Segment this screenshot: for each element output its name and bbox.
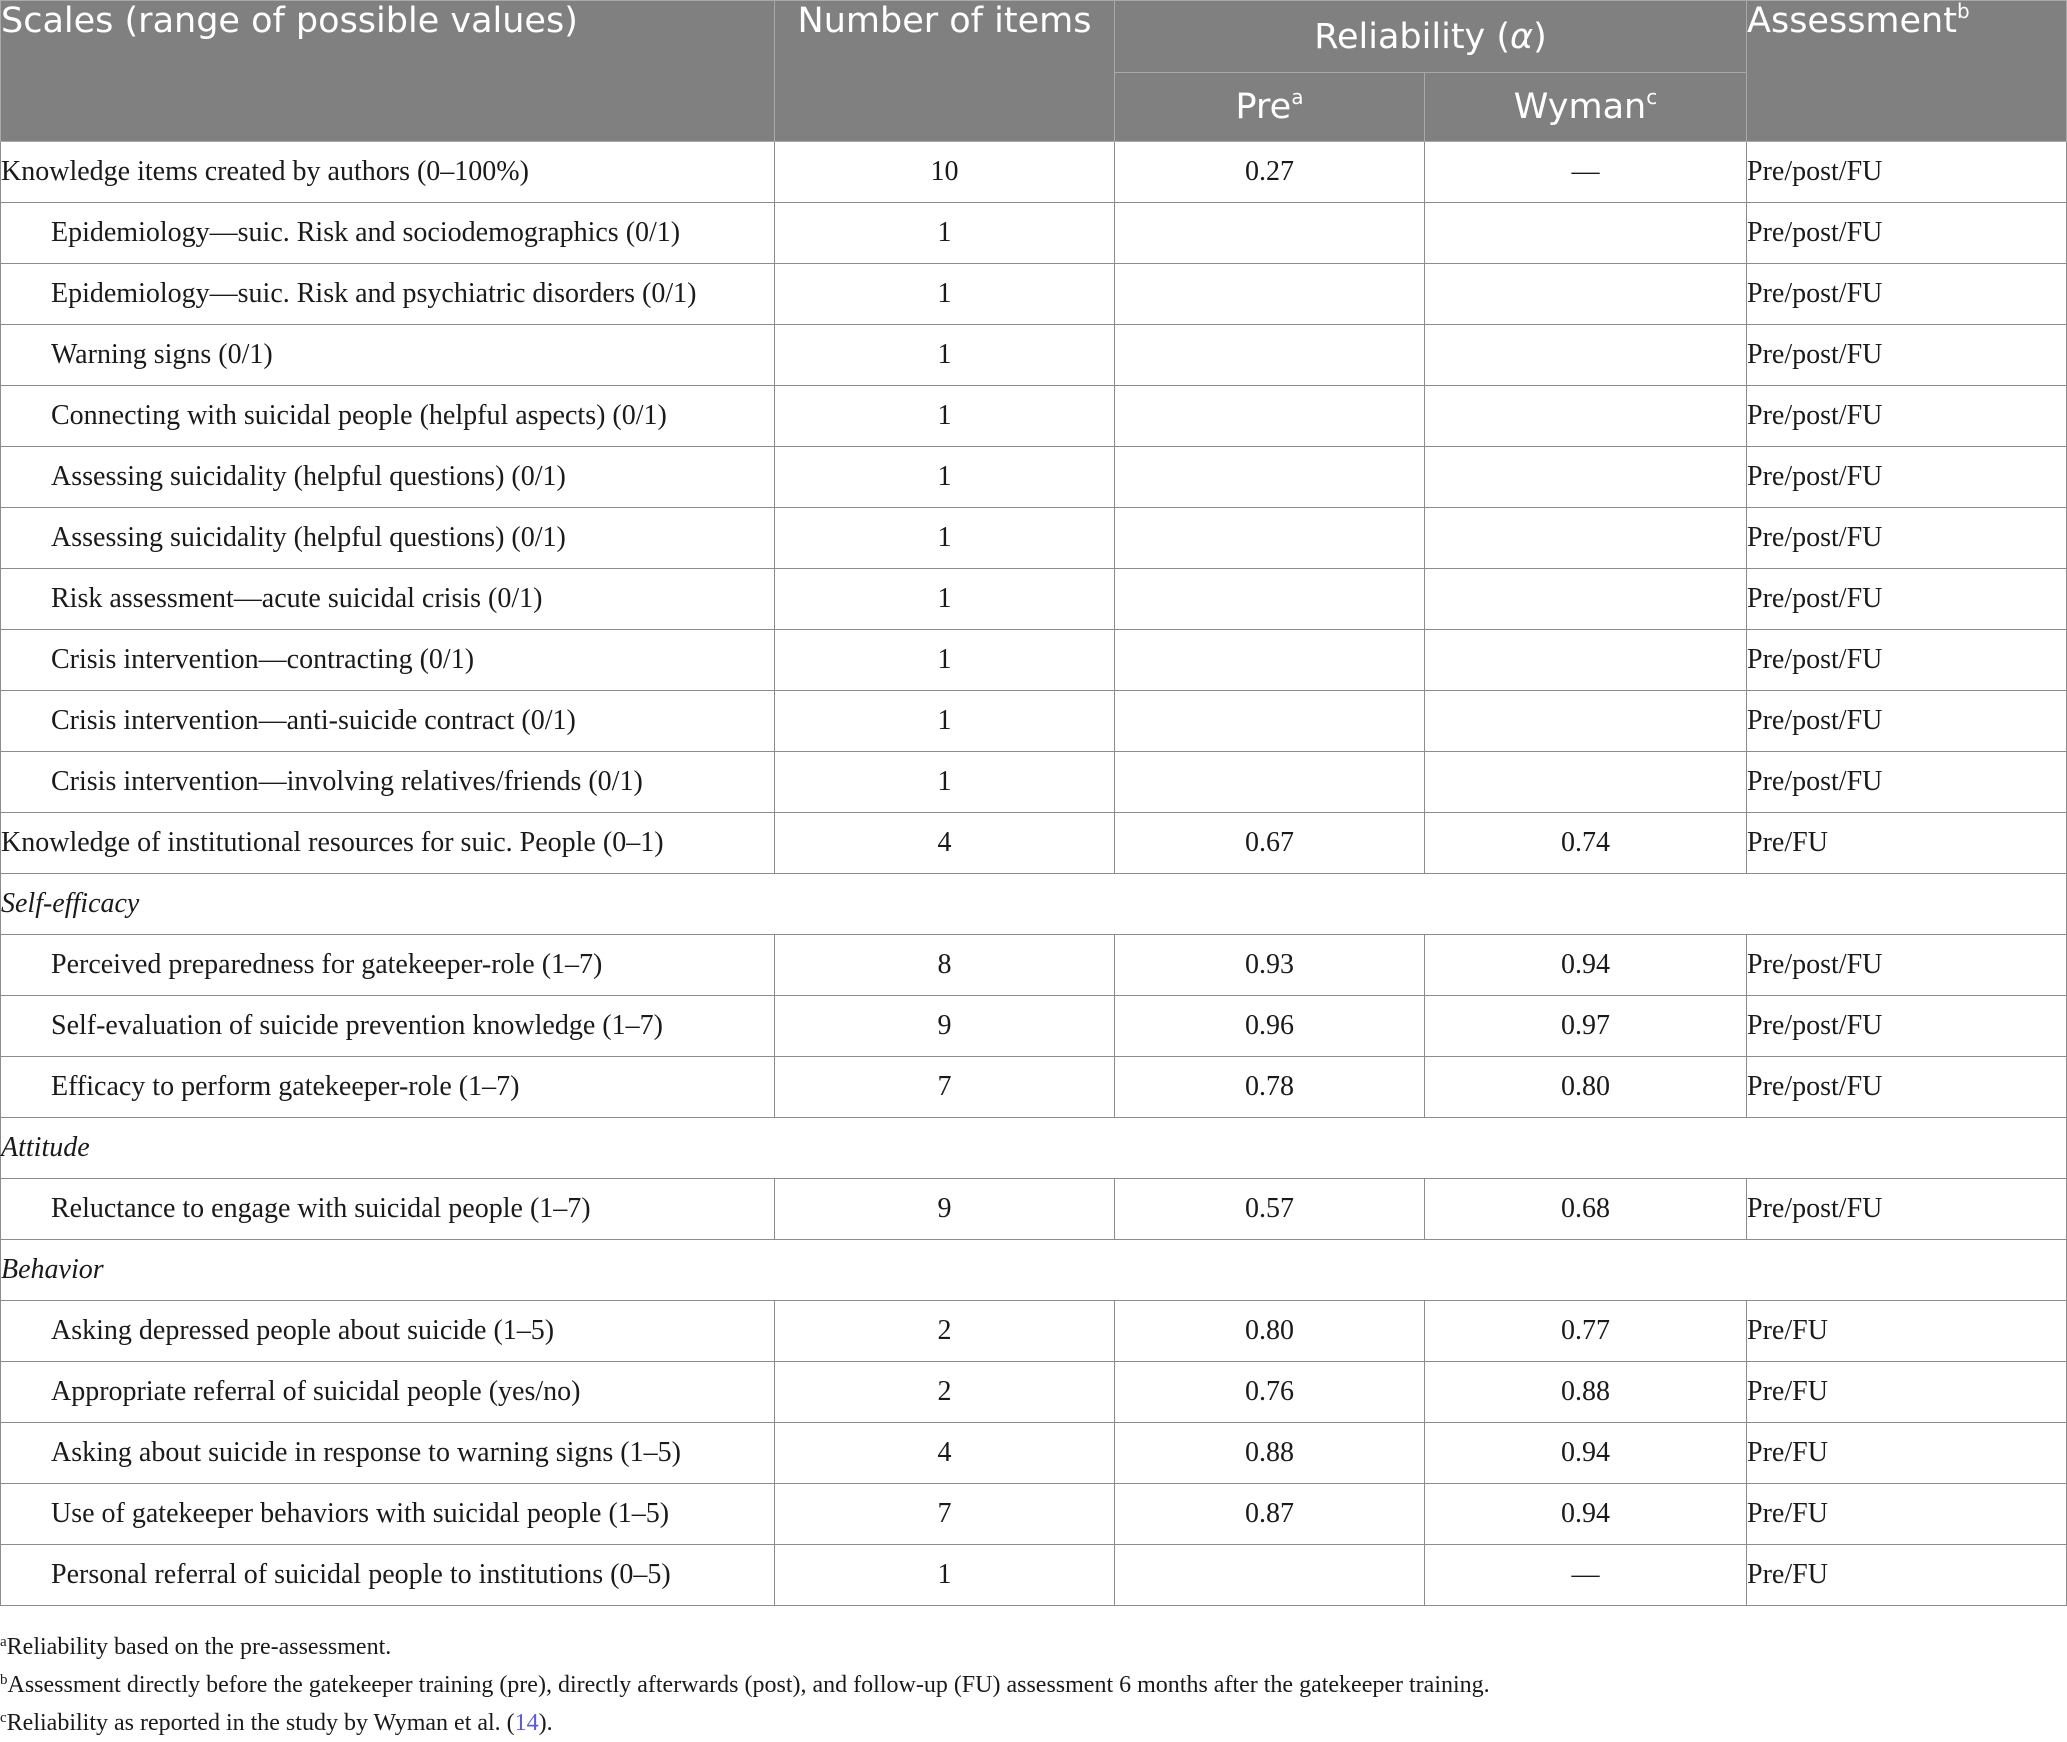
cell-number-of-items: 1 <box>775 630 1115 691</box>
table-row <box>1 142 2067 203</box>
cell-reliability-pre: 0.67 <box>1115 813 1425 874</box>
table-row <box>1 1301 2067 1362</box>
cell-assessment: Pre/post/FU <box>1747 386 2067 447</box>
cell-assessment: Pre/post/FU <box>1747 630 2067 691</box>
cell-number-of-items: 7 <box>775 1057 1115 1118</box>
cell-reliability-pre <box>1115 447 1425 508</box>
footnote-b: $^b$Assessment directly before the gatekeeper training (pre), directly afterwards (post), and follow-up (FU) assessment 6 months after the gatekeeper training. <box>0 1672 1490 1698</box>
table-row <box>1 1423 2067 1484</box>
cell-assessment: Pre/post/FU <box>1747 1179 2067 1240</box>
cell-reliability-wyman <box>1425 203 1747 264</box>
cell-assessment: Pre/post/FU <box>1747 447 2067 508</box>
cell-reliability-wyman <box>1425 691 1747 752</box>
cell-scale: Crisis intervention—involving relatives/friends (0/1) <box>1 752 775 813</box>
cell-assessment: Pre/post/FU <box>1747 325 2067 386</box>
table-row <box>1 691 2067 752</box>
table-body <box>1 142 2067 1606</box>
cell-reliability-pre <box>1115 1545 1425 1606</box>
header-wyman: Wyman$^c$ <box>1425 73 1747 142</box>
cell-assessment: Pre/FU <box>1747 1301 2067 1362</box>
table-row <box>1 630 2067 691</box>
cell-assessment: Pre/post/FU <box>1747 752 2067 813</box>
cell-scale: Asking about suicide in response to warning signs (1–5) <box>1 1423 775 1484</box>
section-heading: Attitude <box>1 1118 2067 1179</box>
cell-assessment: Pre/post/FU <box>1747 569 2067 630</box>
cell-number-of-items: 1 <box>775 325 1115 386</box>
cell-assessment: Pre/FU <box>1747 1362 2067 1423</box>
cell-reliability-pre: 0.96 <box>1115 996 1425 1057</box>
cell-assessment: Pre/post/FU <box>1747 508 2067 569</box>
cell-reliability-pre: 0.88 <box>1115 1423 1425 1484</box>
cell-scale: Asking depressed people about suicide (1–5) <box>1 1301 775 1362</box>
cell-reliability-wyman: — <box>1425 142 1747 203</box>
cell-reliability-wyman: 0.77 <box>1425 1301 1747 1362</box>
cell-reliability-pre <box>1115 752 1425 813</box>
cell-scale: Appropriate referral of suicidal people (yes/no) <box>1 1362 775 1423</box>
table-row <box>1 752 2067 813</box>
cell-number-of-items: 7 <box>775 1484 1115 1545</box>
cell-number-of-items: 1 <box>775 752 1115 813</box>
cell-reliability-wyman: 0.88 <box>1425 1362 1747 1423</box>
cell-reliability-pre <box>1115 691 1425 752</box>
cell-reliability-wyman: 0.94 <box>1425 935 1747 996</box>
cell-scale: Assessing suicidality (helpful questions) (0/1) <box>1 447 775 508</box>
header-scales: Scales (range of possible values) <box>1 1 775 142</box>
cell-reliability-pre <box>1115 630 1425 691</box>
footnote-marker-a: a <box>1291 85 1304 109</box>
header-assessment: Assessment$^b$ <box>1747 1 2067 142</box>
cell-number-of-items: 1 <box>775 447 1115 508</box>
section-row <box>1 1118 2067 1179</box>
section-row <box>1 1240 2067 1301</box>
cell-reliability-wyman <box>1425 569 1747 630</box>
section-heading: Behavior <box>1 1240 2067 1301</box>
cell-reliability-wyman <box>1425 325 1747 386</box>
cell-reliability-pre: 0.57 <box>1115 1179 1425 1240</box>
table-row <box>1 569 2067 630</box>
cell-assessment: Pre/post/FU <box>1747 996 2067 1057</box>
table-row <box>1 1179 2067 1240</box>
cell-scale: Knowledge items created by authors (0–100%) <box>1 142 775 203</box>
table-row <box>1 813 2067 874</box>
cell-reliability-pre: 0.80 <box>1115 1301 1425 1362</box>
section-row <box>1 874 2067 935</box>
cell-scale: Personal referral of suicidal people to institutions (0–5) <box>1 1545 775 1606</box>
cell-scale: Epidemiology—suic. Risk and psychiatric disorders (0/1) <box>1 264 775 325</box>
header-reliability: Reliability (α) <box>1115 1 1747 73</box>
cell-reliability-wyman <box>1425 447 1747 508</box>
table-row <box>1 203 2067 264</box>
cell-reliability-pre <box>1115 325 1425 386</box>
cell-scale: Connecting with suicidal people (helpful aspects) (0/1) <box>1 386 775 447</box>
table-row <box>1 386 2067 447</box>
cell-reliability-pre: 0.87 <box>1115 1484 1425 1545</box>
cell-assessment: Pre/post/FU <box>1747 935 2067 996</box>
cell-assessment: Pre/post/FU <box>1747 142 2067 203</box>
cell-scale: Efficacy to perform gatekeeper-role (1–7) <box>1 1057 775 1118</box>
cell-scale: Knowledge of institutional resources for suic. People (0–1) <box>1 813 775 874</box>
table-row <box>1 935 2067 996</box>
cell-reliability-pre <box>1115 508 1425 569</box>
table-row <box>1 1362 2067 1423</box>
reference-link[interactable]: 14 <box>514 1710 539 1736</box>
footnote-marker-c: c <box>1646 85 1658 109</box>
cell-reliability-wyman: 0.97 <box>1425 996 1747 1057</box>
cell-assessment: Pre/FU <box>1747 1545 2067 1606</box>
cell-reliability-wyman: — <box>1425 1545 1747 1606</box>
cell-reliability-pre <box>1115 386 1425 447</box>
cell-number-of-items: 9 <box>775 1179 1115 1240</box>
cell-number-of-items: 1 <box>775 508 1115 569</box>
cell-reliability-pre <box>1115 264 1425 325</box>
cell-scale: Crisis intervention—contracting (0/1) <box>1 630 775 691</box>
cell-assessment: Pre/FU <box>1747 1423 2067 1484</box>
footnote-marker-b: b <box>1956 0 1970 23</box>
cell-reliability-pre: 0.78 <box>1115 1057 1425 1118</box>
cell-assessment: Pre/post/FU <box>1747 1057 2067 1118</box>
cell-reliability-wyman: 0.94 <box>1425 1484 1747 1545</box>
header-number-of-items: Number of items <box>775 1 1115 142</box>
cell-number-of-items: 10 <box>775 142 1115 203</box>
table-row <box>1 264 2067 325</box>
footnote-c: $^c$Reliability as reported in the study by Wyman et al. (14). <box>0 1710 553 1736</box>
cell-number-of-items: 1 <box>775 691 1115 752</box>
cell-number-of-items: 8 <box>775 935 1115 996</box>
cell-reliability-wyman <box>1425 752 1747 813</box>
cell-reliability-wyman <box>1425 508 1747 569</box>
table-row <box>1 1057 2067 1118</box>
cell-reliability-pre: 0.93 <box>1115 935 1425 996</box>
cell-scale: Warning signs (0/1) <box>1 325 775 386</box>
table-row <box>1 325 2067 386</box>
cell-assessment: Pre/post/FU <box>1747 203 2067 264</box>
cell-reliability-wyman <box>1425 386 1747 447</box>
cell-number-of-items: 2 <box>775 1362 1115 1423</box>
cell-assessment: Pre/FU <box>1747 813 2067 874</box>
table-row <box>1 508 2067 569</box>
cell-scale: Crisis intervention—anti-suicide contract (0/1) <box>1 691 775 752</box>
cell-scale: Reluctance to engage with suicidal people (1–7) <box>1 1179 775 1240</box>
table-row <box>1 1545 2067 1606</box>
cell-reliability-pre <box>1115 569 1425 630</box>
table-header <box>1 1 2067 142</box>
cell-reliability-pre: 0.27 <box>1115 142 1425 203</box>
table-row <box>1 996 2067 1057</box>
cell-scale: Use of gatekeeper behaviors with suicidal people (1–5) <box>1 1484 775 1545</box>
cell-scale: Assessing suicidality (helpful questions) (0/1) <box>1 508 775 569</box>
cell-reliability-wyman <box>1425 630 1747 691</box>
cell-reliability-wyman <box>1425 264 1747 325</box>
cell-scale: Risk assessment—acute suicidal crisis (0/1) <box>1 569 775 630</box>
cell-scale: Perceived preparedness for gatekeeper-role (1–7) <box>1 935 775 996</box>
cell-scale: Epidemiology—suic. Risk and sociodemographics (0/1) <box>1 203 775 264</box>
table-row <box>1 1484 2067 1545</box>
cell-reliability-wyman: 0.94 <box>1425 1423 1747 1484</box>
cell-reliability-wyman: 0.68 <box>1425 1179 1747 1240</box>
cell-reliability-wyman: 0.74 <box>1425 813 1747 874</box>
cell-number-of-items: 1 <box>775 1545 1115 1606</box>
cell-number-of-items: 1 <box>775 203 1115 264</box>
cell-number-of-items: 1 <box>775 569 1115 630</box>
cell-number-of-items: 4 <box>775 813 1115 874</box>
header-pre: Pre$^a$ <box>1115 73 1425 142</box>
cell-scale: Self-evaluation of suicide prevention knowledge (1–7) <box>1 996 775 1057</box>
cell-reliability-wyman: 0.80 <box>1425 1057 1747 1118</box>
table-row <box>1 447 2067 508</box>
cell-number-of-items: 9 <box>775 996 1115 1057</box>
cell-reliability-pre: 0.76 <box>1115 1362 1425 1423</box>
cell-assessment: Pre/post/FU <box>1747 691 2067 752</box>
cell-number-of-items: 1 <box>775 264 1115 325</box>
cell-number-of-items: 2 <box>775 1301 1115 1362</box>
cell-assessment: Pre/FU <box>1747 1484 2067 1545</box>
cell-reliability-pre <box>1115 203 1425 264</box>
table-footnotes <box>0 1628 1490 1742</box>
cell-number-of-items: 1 <box>775 386 1115 447</box>
footnote-a: $^a$Reliability based on the pre-assessment. <box>0 1634 392 1660</box>
cell-assessment: Pre/post/FU <box>1747 264 2067 325</box>
section-heading: Self-efficacy <box>1 874 2067 935</box>
cell-number-of-items: 4 <box>775 1423 1115 1484</box>
